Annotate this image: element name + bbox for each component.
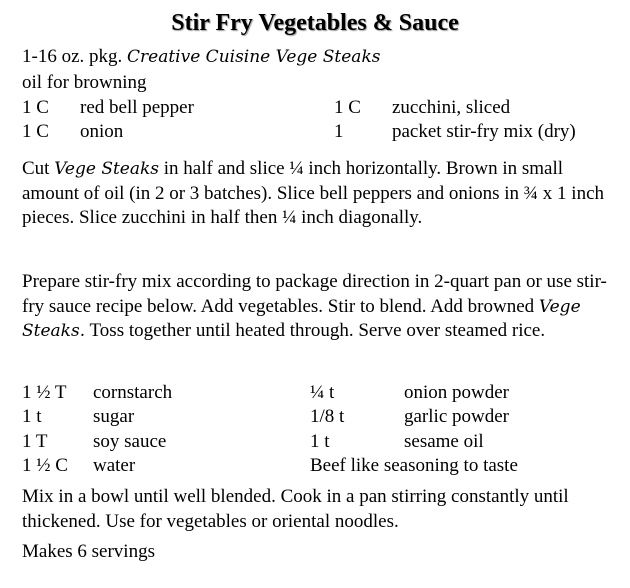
ingredient-qty: 1 — [334, 121, 344, 142]
ingredient-qty: 1 C — [22, 97, 49, 118]
ingredient-item: zucchini, sliced — [392, 97, 511, 118]
instruction-step-1 — [22, 157, 612, 231]
ingredient-qty: 1 C — [22, 121, 49, 142]
ingredient-qty: 1 T — [22, 431, 48, 452]
step-brand: Vege Steaks — [54, 159, 160, 179]
package-line — [22, 45, 380, 69]
instruction-step-2 — [22, 270, 612, 344]
ingredient-item: sesame oil — [404, 431, 484, 452]
ingredient-qty: 1 t — [22, 406, 42, 427]
ingredient-item: water — [93, 455, 136, 476]
ingredient-item: onion — [80, 121, 124, 142]
package-brand: Creative Cuisine Vege Steaks — [127, 47, 381, 67]
ingredient-qty: 1 C — [334, 97, 361, 118]
ingredient-qty: ¼ t — [310, 382, 335, 403]
ingredient-item: soy sauce — [93, 431, 167, 452]
ingredient-qty: 1 t — [310, 431, 330, 452]
ingredient-item: onion powder — [404, 382, 510, 403]
ingredient-item: cornstarch — [93, 382, 173, 403]
recipe-title: Stir Fry Vegetables & Sauce — [171, 10, 459, 36]
package-quantity: 1-16 oz. pkg. — [22, 46, 128, 67]
ingredient-item: garlic powder — [404, 406, 509, 427]
servings: Makes 6 servings — [22, 541, 155, 562]
ingredient-qty: 1 ½ C — [22, 455, 68, 476]
step-text: Toss together until heated through. Serve over steamed rice. — [85, 320, 546, 341]
step-text: Prepare stir-fry mix according to package direction in 2-quart pan or use stir-fry sauce recipe below. Add vegetables. Stir to blend. Add browned — [22, 271, 607, 317]
ingredient-item: Beef like seasoning to taste — [310, 455, 518, 476]
step-brand: Vege Steaks. — [22, 296, 581, 341]
ingredient-qty: 1 ½ T — [22, 382, 67, 403]
ingredient-item: red bell pepper — [80, 97, 194, 118]
oil-line: oil for browning — [22, 72, 147, 93]
instruction-step-3: Mix in a bowl until well blended. Cook in a pan stirring constantly until thickened. Use for vegetables or oriental noodles. — [22, 486, 569, 532]
ingredient-qty: 1/8 t — [310, 406, 345, 427]
step-text: Cut — [22, 158, 55, 179]
ingredient-item: packet stir-fry mix (dry) — [392, 121, 576, 142]
step-text: in half and slice ¼ inch horizontally. Brown in small amount of oil (in 2 or 3 batches). Slice bell peppers and onions in ¾ x 1 inch pieces. Slice zucchini in half then ¼ inch diagonally. — [22, 158, 605, 228]
ingredient-item: sugar — [93, 406, 135, 427]
